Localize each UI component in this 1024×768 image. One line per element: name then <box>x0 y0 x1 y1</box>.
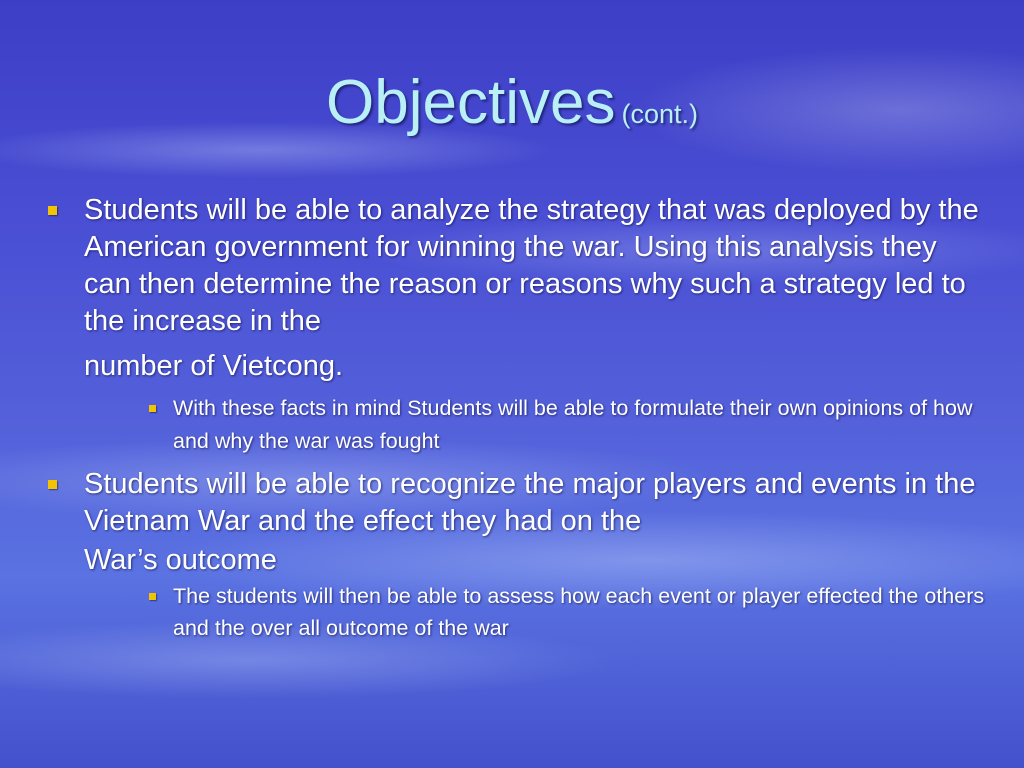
square-bullet-icon <box>149 593 156 600</box>
square-bullet-icon <box>48 206 57 215</box>
square-bullet-icon <box>48 480 57 489</box>
bullet-text-tail: number of Vietcong. <box>84 350 344 382</box>
sub-bullet-item-2 <box>38 580 988 644</box>
title-text: Objectives <box>326 68 616 137</box>
bullet-text: Students will be able to recognize the major players and events in the Vietnam War and the effect they had on the <box>84 468 976 537</box>
bullet-text-tail: War’s outcome <box>84 544 277 576</box>
bullet-text: Students will be able to analyze the strategy that was deployed by the American government for winning the war. Using this analysis they can then determine the reason or reasons why such a strategy led to the increase in the <box>84 194 979 337</box>
sub-bullet-text: With these facts in mind Students will be able to formulate their own opinions of how and why the war was fought <box>173 396 973 453</box>
bullet-list <box>38 192 988 644</box>
square-bullet-icon <box>149 405 156 412</box>
sub-bullet-item-1 <box>38 392 988 458</box>
title-suffix: (cont.) <box>621 99 698 129</box>
sub-bullet-text: The students will then be able to assess how each event or player effected the others and the over all outcome of the war <box>173 584 985 640</box>
slide-title <box>0 68 1024 149</box>
bullet-item-2 <box>38 466 988 580</box>
bullet-item-1 <box>38 192 988 392</box>
